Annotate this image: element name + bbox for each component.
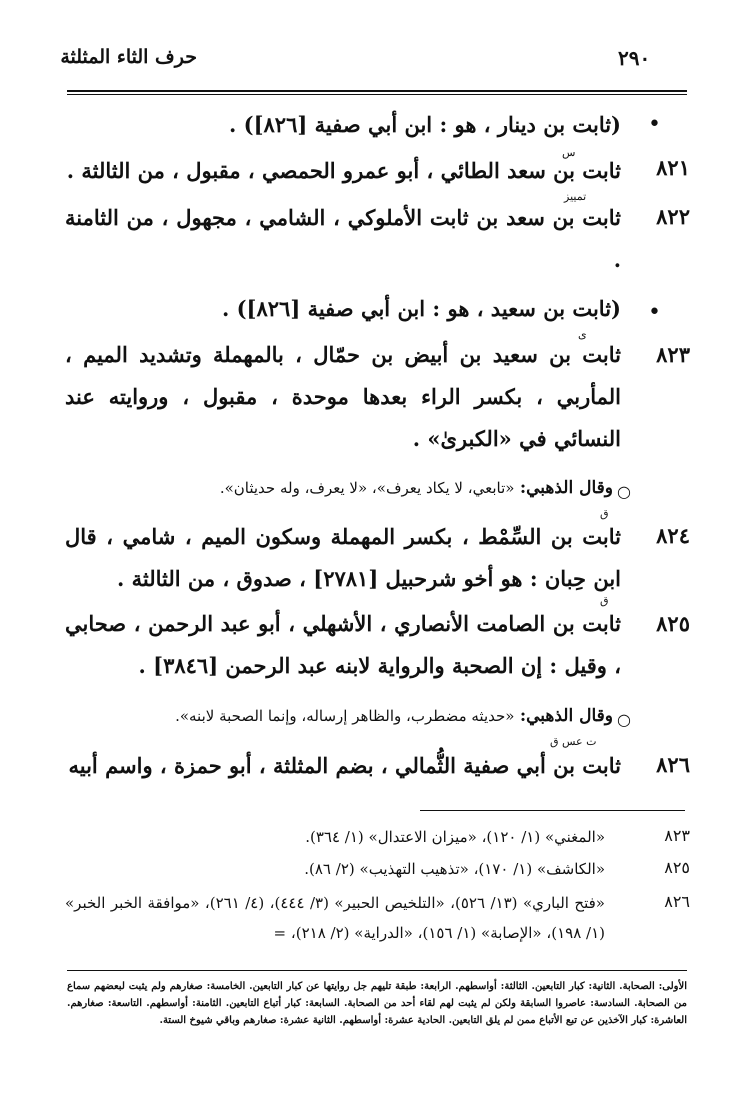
- note-label: وقال الذهبي:: [519, 478, 613, 498]
- narrator-entry: ثابت بن سعد الطائي ، أبو عمرو الحمصي ، مقبول ، من الثالثة .: [66, 158, 621, 183]
- cross-reference-entry: (ثابت بن دينار ، هو : ابن أبي صفية [٨٢٦]) .: [229, 112, 621, 137]
- footnote-text: «المغني» (١/ ١٢٠)، «ميزان الاعتدال» (١/ ٣٦٤).: [305, 828, 605, 846]
- narrator-sigla: س: [562, 146, 576, 159]
- header-rule-thin: [67, 94, 687, 95]
- entry-number: ٨٢٥: [656, 611, 690, 636]
- narrator-sigla: ى: [578, 328, 587, 341]
- bullet-marker: •: [648, 112, 661, 137]
- note-text: «تابعي، لا يكاد يعرف»، «لا يعرف، وله حديثان».: [219, 479, 515, 497]
- narrator-sigla: ق: [600, 507, 609, 520]
- entry-number: ٨٢٢: [656, 204, 690, 229]
- footnote-text: «فتح الباري» (١٣/ ٥٢٦)، «التلخيص الحبير» (٣/ ٤٤٤)، (٤/ ٢٦١)، «موافقة الخبر الخبر» (١/ ١٩٨)، «الإصابة» (١/ ١٥٦)، «الدراية» (٢/ ٢١٨)، =: [65, 894, 605, 942]
- entry-number: ٨٢٦: [656, 752, 690, 777]
- narrator-entry: ثابت بن أبي صفية الثُّمالي ، بضم المثلثة ، أبو حمزة ، واسم أبيه: [68, 753, 621, 778]
- footnote-number: ٨٢٥: [664, 858, 690, 877]
- footnote-text: «الكاشف» (١/ ١٧٠)، «تذهيب التهذيب» (٢/ ٨٦).: [304, 860, 605, 878]
- tabaqat-legend: الأولى: الصحابة. الثانية: كبار التابعين. الثالثة: أواسطهم. الرابعة: طبقة تليهم جل روايتها عن كبار التابعين. الخامسة: صغارهم ولم يثبت لبعضهم سماع من الصحابة. السادسة: عاصروا السابقة ولكن لم يثبت لهم لقاء أحد من الصحابة. السابعة: كبار أتباع التابعين. الثامنة: أواسطهم. التاسعة: صغارهم. العاشرة: كبار الآخذين عن تبع الأتباع ممن لم يلق التابعين. الحادية عشرة: أواسطهم. الثانية عشرة: صغارهم وباقي شيوخ الستة.: [67, 981, 687, 1026]
- narrator-sigla: تمييز: [564, 190, 587, 203]
- narrator-entry: ثابت بن الصامت الأنصاري ، الأشهلي ، أبو عبد الرحمن ، صحابي ، وقيل : إن الصحبة والرواية لابنه عبد الرحمن [٣٨٤٦] .: [65, 611, 621, 678]
- narrator-entry: ثابت بن سعد بن ثابت الأملوكي ، الشامي ، مجهول ، من الثامنة .: [65, 205, 621, 272]
- entry-number: ٨٢١: [656, 155, 690, 180]
- narrator-entry: ثابت بن سعيد بن أبيض بن حمّال ، بالمهملة وتشديد الميم ، المأربي ، بكسر الراء بعدها موحدة ، مقبول ، وروايته عند النسائي في «الكبرىٰ» .: [65, 342, 621, 451]
- header-rule: [67, 90, 687, 92]
- cross-reference-entry: (ثابت بن سعيد ، هو : ابن أبي صفية [٨٢٦]) .: [222, 296, 621, 321]
- footnote-separator: [420, 810, 685, 811]
- footnote-number: ٨٢٦: [664, 892, 690, 911]
- page-number: ٢٩٠: [618, 46, 651, 70]
- running-header-title: حرف الثاء المثلثة: [60, 46, 197, 68]
- footnote-number: ٨٢٣: [664, 826, 690, 845]
- legend-separator: [67, 970, 687, 971]
- dhahabi-note: [65, 706, 613, 726]
- note-circle-marker: ○: [617, 482, 631, 501]
- entry-number: ٨٢٣: [656, 342, 690, 367]
- note-label: وقال الذهبي:: [519, 706, 613, 726]
- note-text: «حديثه مضطرب، والظاهر إرساله، وإنما الصحبة لابنه».: [175, 707, 515, 725]
- narrator-sigla: ق: [600, 594, 609, 607]
- dhahabi-note: [65, 478, 613, 498]
- bullet-marker: •: [648, 300, 661, 325]
- entry-number: ٨٢٤: [656, 523, 690, 548]
- narrator-sigla: ت عس ق: [550, 735, 597, 748]
- narrator-entry: ثابت بن السِّمْط ، بكسر المهملة وسكون الميم ، شامي ، قال ابن حِبان : هو أخو شرحبيل [٢٧٨١] ، صدوق ، من الثالثة .: [65, 524, 621, 591]
- note-circle-marker: ○: [617, 710, 631, 729]
